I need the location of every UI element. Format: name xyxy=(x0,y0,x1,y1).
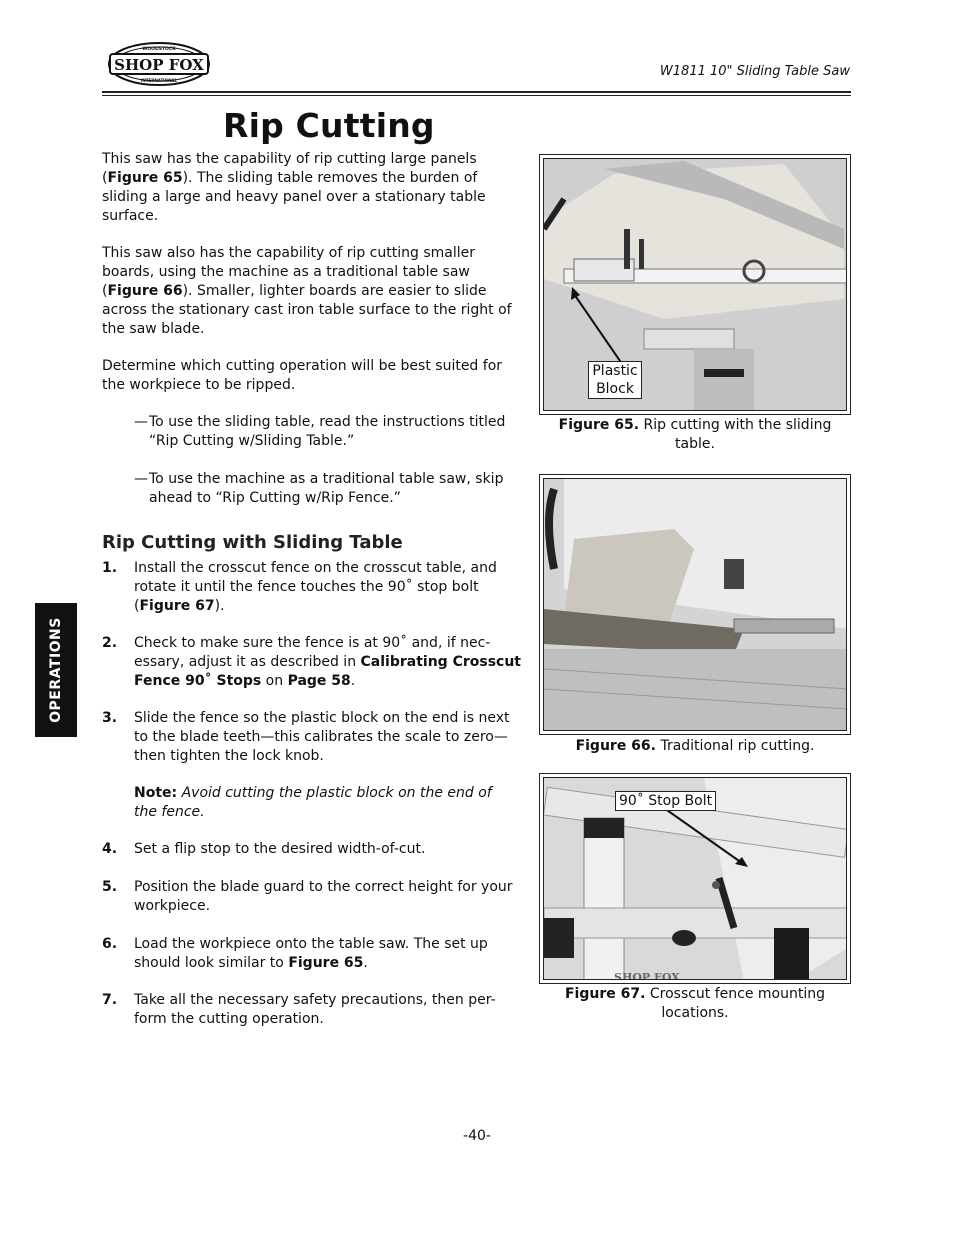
logo-ring-bottom: INTERNATIONAL xyxy=(140,78,178,83)
intro-paragraph-3: Determine which cutting operation will be best suited for the workpiece to be ripped. xyxy=(102,358,503,393)
page-title: Rip Cutting xyxy=(223,106,435,145)
dash-item-rip-fence: — To use the machine as a traditional table saw, skip ahead to “Rip Cutting w/Rip Fence.” xyxy=(134,471,504,506)
callout-stop-bolt: 90˚ Stop Bolt xyxy=(615,791,716,811)
callout-plastic-block: Plastic Block xyxy=(588,361,642,399)
figure-67-caption: Figure 67. Crosscut fence mounting locations. xyxy=(564,986,826,1021)
header-rule xyxy=(102,91,851,93)
figure-label: Figure 65. xyxy=(558,417,640,433)
figure-label: Figure 67. xyxy=(564,986,646,1002)
section-heading: Rip Cutting with Sliding Table xyxy=(102,532,403,553)
dash-item-sliding-table: — To use the sliding table, read the instructions titled “Rip Cutting w/Sliding Table.” xyxy=(134,414,506,449)
logo-ring-top: WOODSTOCK xyxy=(142,47,176,52)
header-rule-thin xyxy=(102,95,851,96)
figure-reference: Figure 65 xyxy=(107,170,183,186)
document-title: W1811 10" Sliding Table Saw xyxy=(659,64,850,79)
page-number: -40- xyxy=(463,1128,491,1144)
figure-reference: Figure 66 xyxy=(107,283,183,299)
figure-65-photo xyxy=(539,154,851,415)
figure-label: Figure 66. xyxy=(575,738,656,754)
note xyxy=(134,784,514,822)
intro-paragraph-2: This saw also has the capability of rip cutting smaller boards, using the machine as a traditional table saw (Figure 66). Smaller, lighter boards are easier to slide across the stationary cast iron table surface to the right of the saw blade. xyxy=(102,245,512,337)
shop-fox-logo xyxy=(106,40,212,88)
side-tab-label: OPERATIONS xyxy=(48,617,64,723)
note-text: Avoid cutting the plastic block on the end of the fence. xyxy=(134,785,492,820)
logo-text: SHOP FOX xyxy=(114,56,204,74)
figure-67-photo xyxy=(539,773,851,984)
figure-66-caption: Figure 66. Traditional rip cutting. xyxy=(575,738,815,754)
section-side-tab xyxy=(35,603,77,737)
figure-65-caption: Figure 65. Rip cutting with the sliding table. xyxy=(558,417,832,452)
intro-paragraph-1: This saw has the capability of rip cutting large panels (Figure 65). The sliding table removes the burden of sliding a large and heavy panel over a stationary table surface. xyxy=(102,151,486,224)
note-label: Note: xyxy=(134,785,178,801)
brand-text: SHOP FOX xyxy=(614,971,680,981)
figure-66-photo xyxy=(539,474,851,735)
